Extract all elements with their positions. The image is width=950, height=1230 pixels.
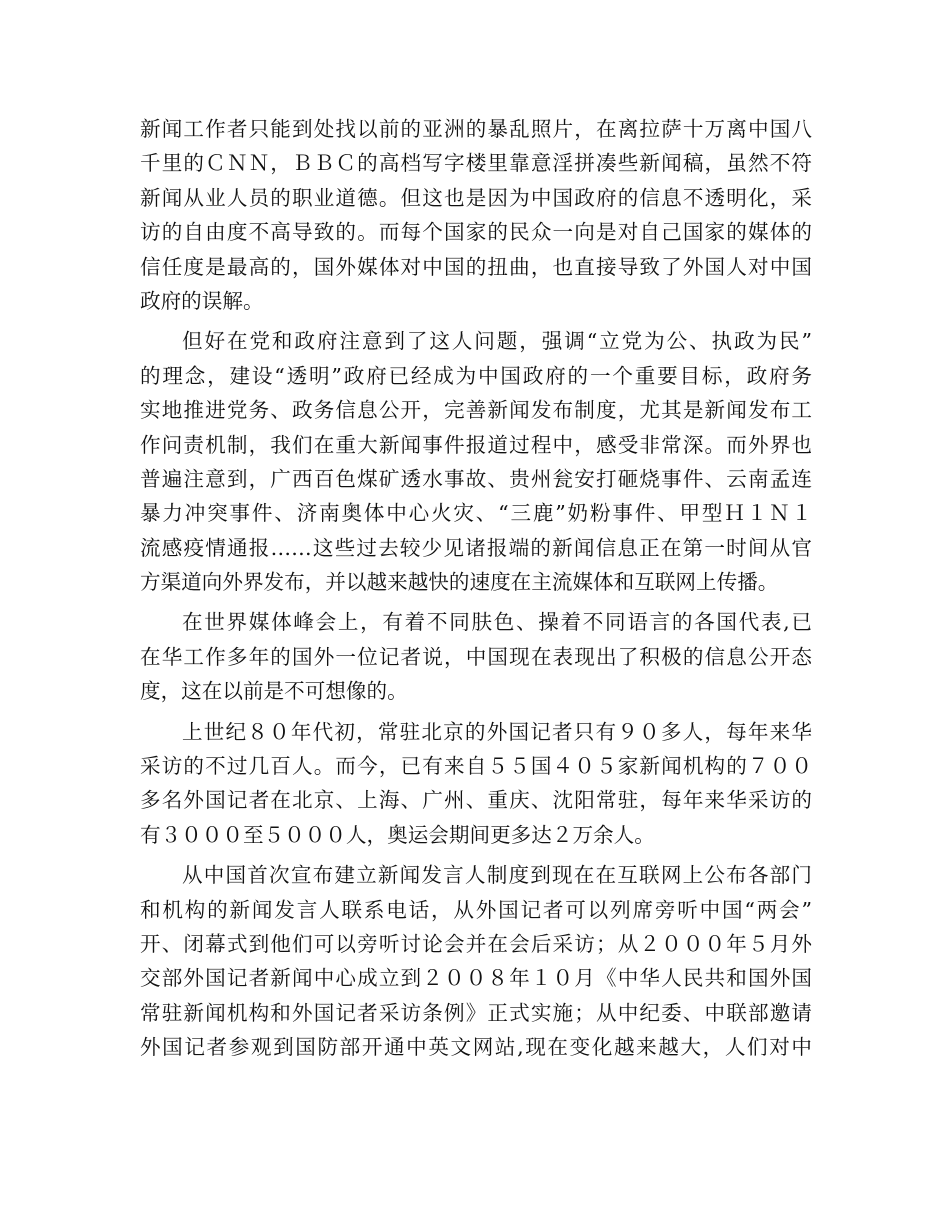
text-line: 政府的误解。 — [140, 288, 264, 313]
text-line: 实地推进党务、政务信息公开，完善新闻发布制度，尤其是新闻发布工 — [140, 398, 812, 423]
text-line: 在华工作多年的国外一位记者说，中国现在表现出了积极的信息公开态 — [140, 644, 812, 669]
text-line: 暴力冲突事件、济南奥体中心火灾、“三鹿”奶粉事件、甲型Ｈ１Ｎ１ — [140, 501, 812, 526]
text-line: 千里的ＣＮＮ，ＢＢＣ的高档写字楼里靠意淫拼凑些新闻稿，虽然不符 — [140, 151, 812, 176]
text-line: 访的自由度不高导致的。而每个国家的民众一向是对自己国家的媒体的 — [140, 220, 812, 245]
text-line: 交部外国记者新闻中心成立到２００８年１０月《中华人民共和国外国 — [140, 966, 812, 991]
paragraph-4 — [140, 715, 812, 853]
document-page — [140, 112, 812, 1065]
text-line: 但好在党和政府注意到了这人问题，强调“立党为公、执政为民” — [182, 329, 812, 354]
text-line: 常驻新闻机构和外国记者采访条例》正式实施；从中纪委、中联部邀请 — [140, 1000, 812, 1025]
text-line: 作问责机制，我们在重大新闻事件报道过程中，感受非常深。而外界也 — [140, 432, 812, 457]
text-line: 方渠道向外界发布，并以越来越快的速度在主流媒体和互联网上传播。 — [140, 570, 779, 595]
text-line: 信任度是最高的，国外媒体对中国的扭曲，也直接导致了外国人对中国 — [140, 254, 812, 279]
paragraph-3 — [140, 605, 812, 708]
text-line: 多名外国记者在北京、上海、广州、重庆、沈阳常驻，每年来华采访的 — [140, 788, 812, 813]
text-line: 新闻工作者只能到处找以前的亚洲的暴乱照片，在离拉萨十万离中国八 — [140, 117, 812, 141]
text-line: 从中国首次宣布建立新闻发言人制度到现在在互联网上公布各部门 — [182, 863, 812, 888]
text-line: 流感疫情通报……这些过去较少见诸报端的新闻信息正在第一时间从官 — [140, 535, 812, 560]
text-line: 上世纪８０年代初，常驻北京的外国记者只有９０多人，每年来华 — [182, 719, 812, 744]
paragraph-2 — [140, 324, 812, 599]
text-line: 外国记者参观到国防部开通中英文网站,现在变化越来越大，人们对中 — [140, 1035, 812, 1060]
text-line: 和机构的新闻发言人联系电话，从外国记者可以列席旁听中国“两会” — [140, 897, 812, 922]
text-line: 有３０００至５０００人，奥运会期间更多达２万余人。 — [140, 822, 655, 847]
text-line: 采访的不过几百人。而今，已有来自５５国４０５家新闻机构的７００ — [140, 754, 812, 779]
paragraph-5 — [140, 858, 812, 1064]
text-line: 在世界媒体峰会上，有着不同肤色、操着不同语言的各国代表,已 — [182, 610, 812, 635]
text-line: 的理念，建设“透明”政府已经成为中国政府的一个重要目标，政府务 — [140, 363, 812, 388]
text-line: 度，这在以前是不可想像的。 — [140, 679, 408, 704]
text-line: 新闻从业人员的职业道德。但这也是因为中国政府的信息不透明化，采 — [140, 185, 812, 210]
text-line: 开、闭幕式到他们可以旁听讨论会并在会后采访；从２０００年５月外 — [140, 931, 812, 956]
paragraph-1 — [140, 112, 812, 318]
text-line: 普遍注意到，广西百色煤矿透水事故、贵州瓮安打砸烧事件、云南孟连 — [140, 466, 812, 491]
